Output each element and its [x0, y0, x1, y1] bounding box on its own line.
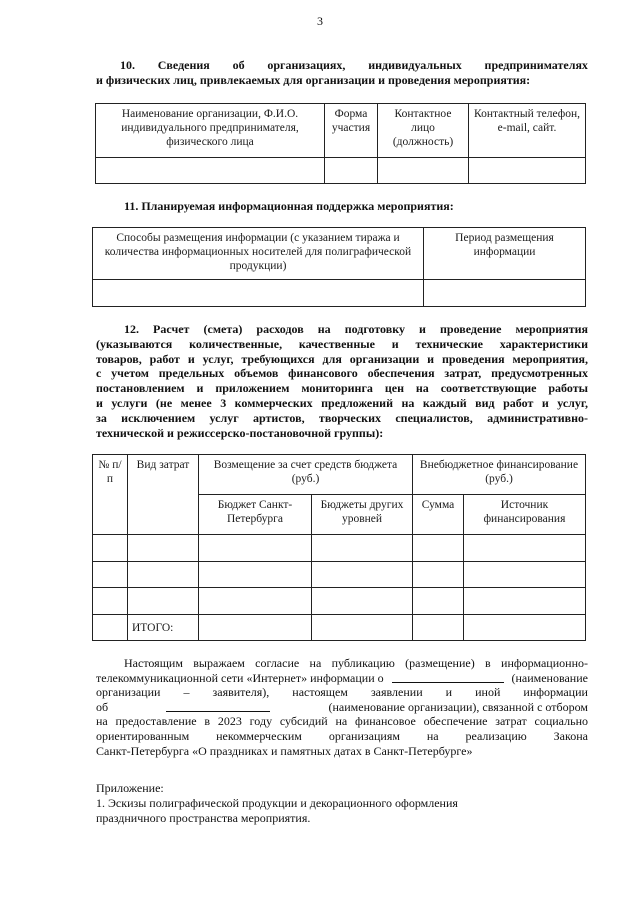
- table-cell[interactable]: [413, 615, 464, 641]
- table-cell[interactable]: [96, 158, 325, 184]
- table-header-row: [96, 104, 586, 158]
- consent-line: [96, 700, 588, 715]
- table-cell[interactable]: [199, 588, 312, 615]
- table-cell[interactable]: [378, 158, 469, 184]
- table-cell[interactable]: [464, 562, 586, 588]
- consent-line: [96, 671, 588, 686]
- section10-word: Сведения: [157, 58, 210, 72]
- section10-number: 10.: [120, 58, 135, 72]
- consent-word: –: [183, 685, 190, 700]
- section10-word: организациях,: [267, 58, 346, 72]
- header-sum: Сумма: [413, 495, 464, 535]
- section10-word: об: [232, 58, 245, 72]
- consent-word: ориентированным: [96, 728, 190, 743]
- section12-line: 12. Расчет (смета) расходов на подготовку и проведение мероприятия: [124, 322, 588, 336]
- consent-word: заявителя),: [212, 685, 270, 700]
- consent-word: иной: [475, 685, 501, 700]
- table-cell[interactable]: [413, 588, 464, 615]
- section12-line: постановлением и приложением мониторинга цен на соответствующие работы: [96, 381, 588, 396]
- section10-word: индивидуальных: [368, 58, 462, 72]
- consent-word: и: [445, 685, 453, 700]
- section12-line: (указываются количественные, качественные и технические характеристики: [96, 336, 588, 351]
- consent-text: об: [96, 699, 109, 714]
- section12-line: за исключением услуг артистов, творческих специалистов, административно-: [96, 410, 588, 425]
- section11-title: 11. Планируемая информационная поддержка мероприятия:: [124, 199, 454, 213]
- table-total-row: [93, 615, 586, 641]
- table-cell[interactable]: [424, 280, 586, 307]
- consent-word: на: [426, 728, 439, 743]
- header-placement-methods: Способы размещения информации (с указанием тиража и количества информационных носителей для полиграфической продукции): [93, 228, 424, 280]
- consent-word: настоящем: [292, 685, 348, 700]
- consent-word: заявлении: [370, 685, 423, 700]
- table-cell[interactable]: [93, 562, 128, 588]
- table-cell[interactable]: [93, 535, 128, 562]
- table-cell[interactable]: [312, 615, 413, 641]
- section10-title-line1: [96, 58, 588, 73]
- consent-text: (наименование: [511, 670, 588, 685]
- table-cell[interactable]: [312, 535, 413, 562]
- table-cell[interactable]: [413, 562, 464, 588]
- table-cell[interactable]: [128, 562, 199, 588]
- table-header-row: [93, 228, 586, 280]
- table-cell[interactable]: [128, 535, 199, 562]
- table-cell[interactable]: [312, 588, 413, 615]
- section10-table: [95, 103, 586, 184]
- table-cell[interactable]: [199, 535, 312, 562]
- page-number: 3: [317, 14, 323, 28]
- header-contact-phone: Контактный телефон, e-mail, сайт.: [469, 104, 586, 158]
- appendix: [96, 781, 588, 826]
- header-spb-budget: Бюджет Санкт-Петербурга: [199, 495, 312, 535]
- table-row: [93, 535, 586, 562]
- consent-line: [96, 729, 588, 744]
- consent-line: Настоящим выражаем согласие на публикацию (размещение) в информационно-: [124, 656, 588, 670]
- header-contact-person: Контактное лицо (должность): [378, 104, 469, 158]
- section10-title-line2: и физических лиц, привлекаемых для организации и проведения мероприятия:: [96, 73, 531, 87]
- appendix-item: 1. Эскизы полиграфической продукции и декорационного оформления: [96, 796, 458, 810]
- table-cell[interactable]: [199, 615, 312, 641]
- consent-text: (наименование организации), связанной с отбором: [328, 699, 588, 714]
- total-label: ИТОГО:: [128, 615, 199, 641]
- consent-line: на предоставление в 2023 году субсидий на финансовое обеспечение затрат социально: [96, 714, 588, 729]
- section12-line: товаров, работ и услуг, требующихся для организации и проведения мероприятия,: [96, 351, 588, 366]
- blank-field-organization-2[interactable]: [166, 700, 270, 712]
- table-cell[interactable]: [93, 615, 128, 641]
- header-org-name: Наименование организации, Ф.И.О. индивидуального предпринимателя, физического лица: [96, 104, 325, 158]
- table-cell[interactable]: [128, 588, 199, 615]
- table-cell[interactable]: [464, 588, 586, 615]
- appendix-item: праздничного пространства мероприятия.: [96, 811, 311, 825]
- header-budget-reimbursement: Возмещение за счет средств бюджета (руб.): [199, 455, 413, 495]
- blank-field-organization[interactable]: [392, 671, 504, 683]
- table-cell[interactable]: [325, 158, 378, 184]
- consent-word: организации: [96, 685, 161, 700]
- header-participation-form: Форма участия: [325, 104, 378, 158]
- table-cell[interactable]: [413, 535, 464, 562]
- section12-title: [96, 322, 588, 440]
- consent-word: реализацию: [465, 728, 527, 743]
- section12-line: технической и режиссерско-постановочной группы):: [96, 425, 384, 440]
- table-cell[interactable]: [93, 280, 424, 307]
- section10-word: предпринимателях: [484, 58, 588, 72]
- table-cell[interactable]: [93, 588, 128, 615]
- section12-budget-table: [92, 454, 586, 641]
- table-cell[interactable]: [469, 158, 586, 184]
- table-row: [93, 280, 586, 307]
- consent-text: телекоммуникационной сети «Интернет» информации о: [96, 670, 384, 685]
- appendix-label: Приложение:: [96, 781, 164, 795]
- table-cell[interactable]: [464, 535, 586, 562]
- table-row: [93, 588, 586, 615]
- table-cell[interactable]: [464, 615, 586, 641]
- consent-word: организациям: [328, 728, 400, 743]
- header-placement-period: Период размещения информации: [424, 228, 586, 280]
- section12-line: и услуги (не менее 3 коммерческих предложений на каждый вид работ и услуг,: [96, 395, 588, 410]
- header-expense-type: Вид затрат: [128, 455, 199, 535]
- consent-word: информации: [523, 685, 588, 700]
- section12-line: с учетом предельных объемов финансового обеспечения затрат, предусмотренных: [96, 366, 588, 381]
- table-header-row: [93, 455, 586, 495]
- consent-line: Санкт-Петербурга «О праздниках и памятных датах в Санкт-Петербурге»: [96, 743, 473, 758]
- consent-paragraph: [96, 656, 588, 758]
- header-extrabudgetary: Внебюджетное финансирование (руб.): [413, 455, 586, 495]
- header-other-budgets: Бюджеты других уровней: [312, 495, 413, 535]
- section11-table: [92, 227, 586, 307]
- consent-word: Закона: [553, 728, 588, 743]
- section10-title: [96, 58, 588, 88]
- consent-word: некоммерческим: [216, 728, 302, 743]
- table-row: [96, 158, 586, 184]
- table-cell[interactable]: [312, 562, 413, 588]
- header-row-number: № п/п: [93, 455, 128, 535]
- table-row: [93, 562, 586, 588]
- table-cell[interactable]: [199, 562, 312, 588]
- header-funding-source: Источник финансирования: [464, 495, 586, 535]
- consent-line: [96, 685, 588, 700]
